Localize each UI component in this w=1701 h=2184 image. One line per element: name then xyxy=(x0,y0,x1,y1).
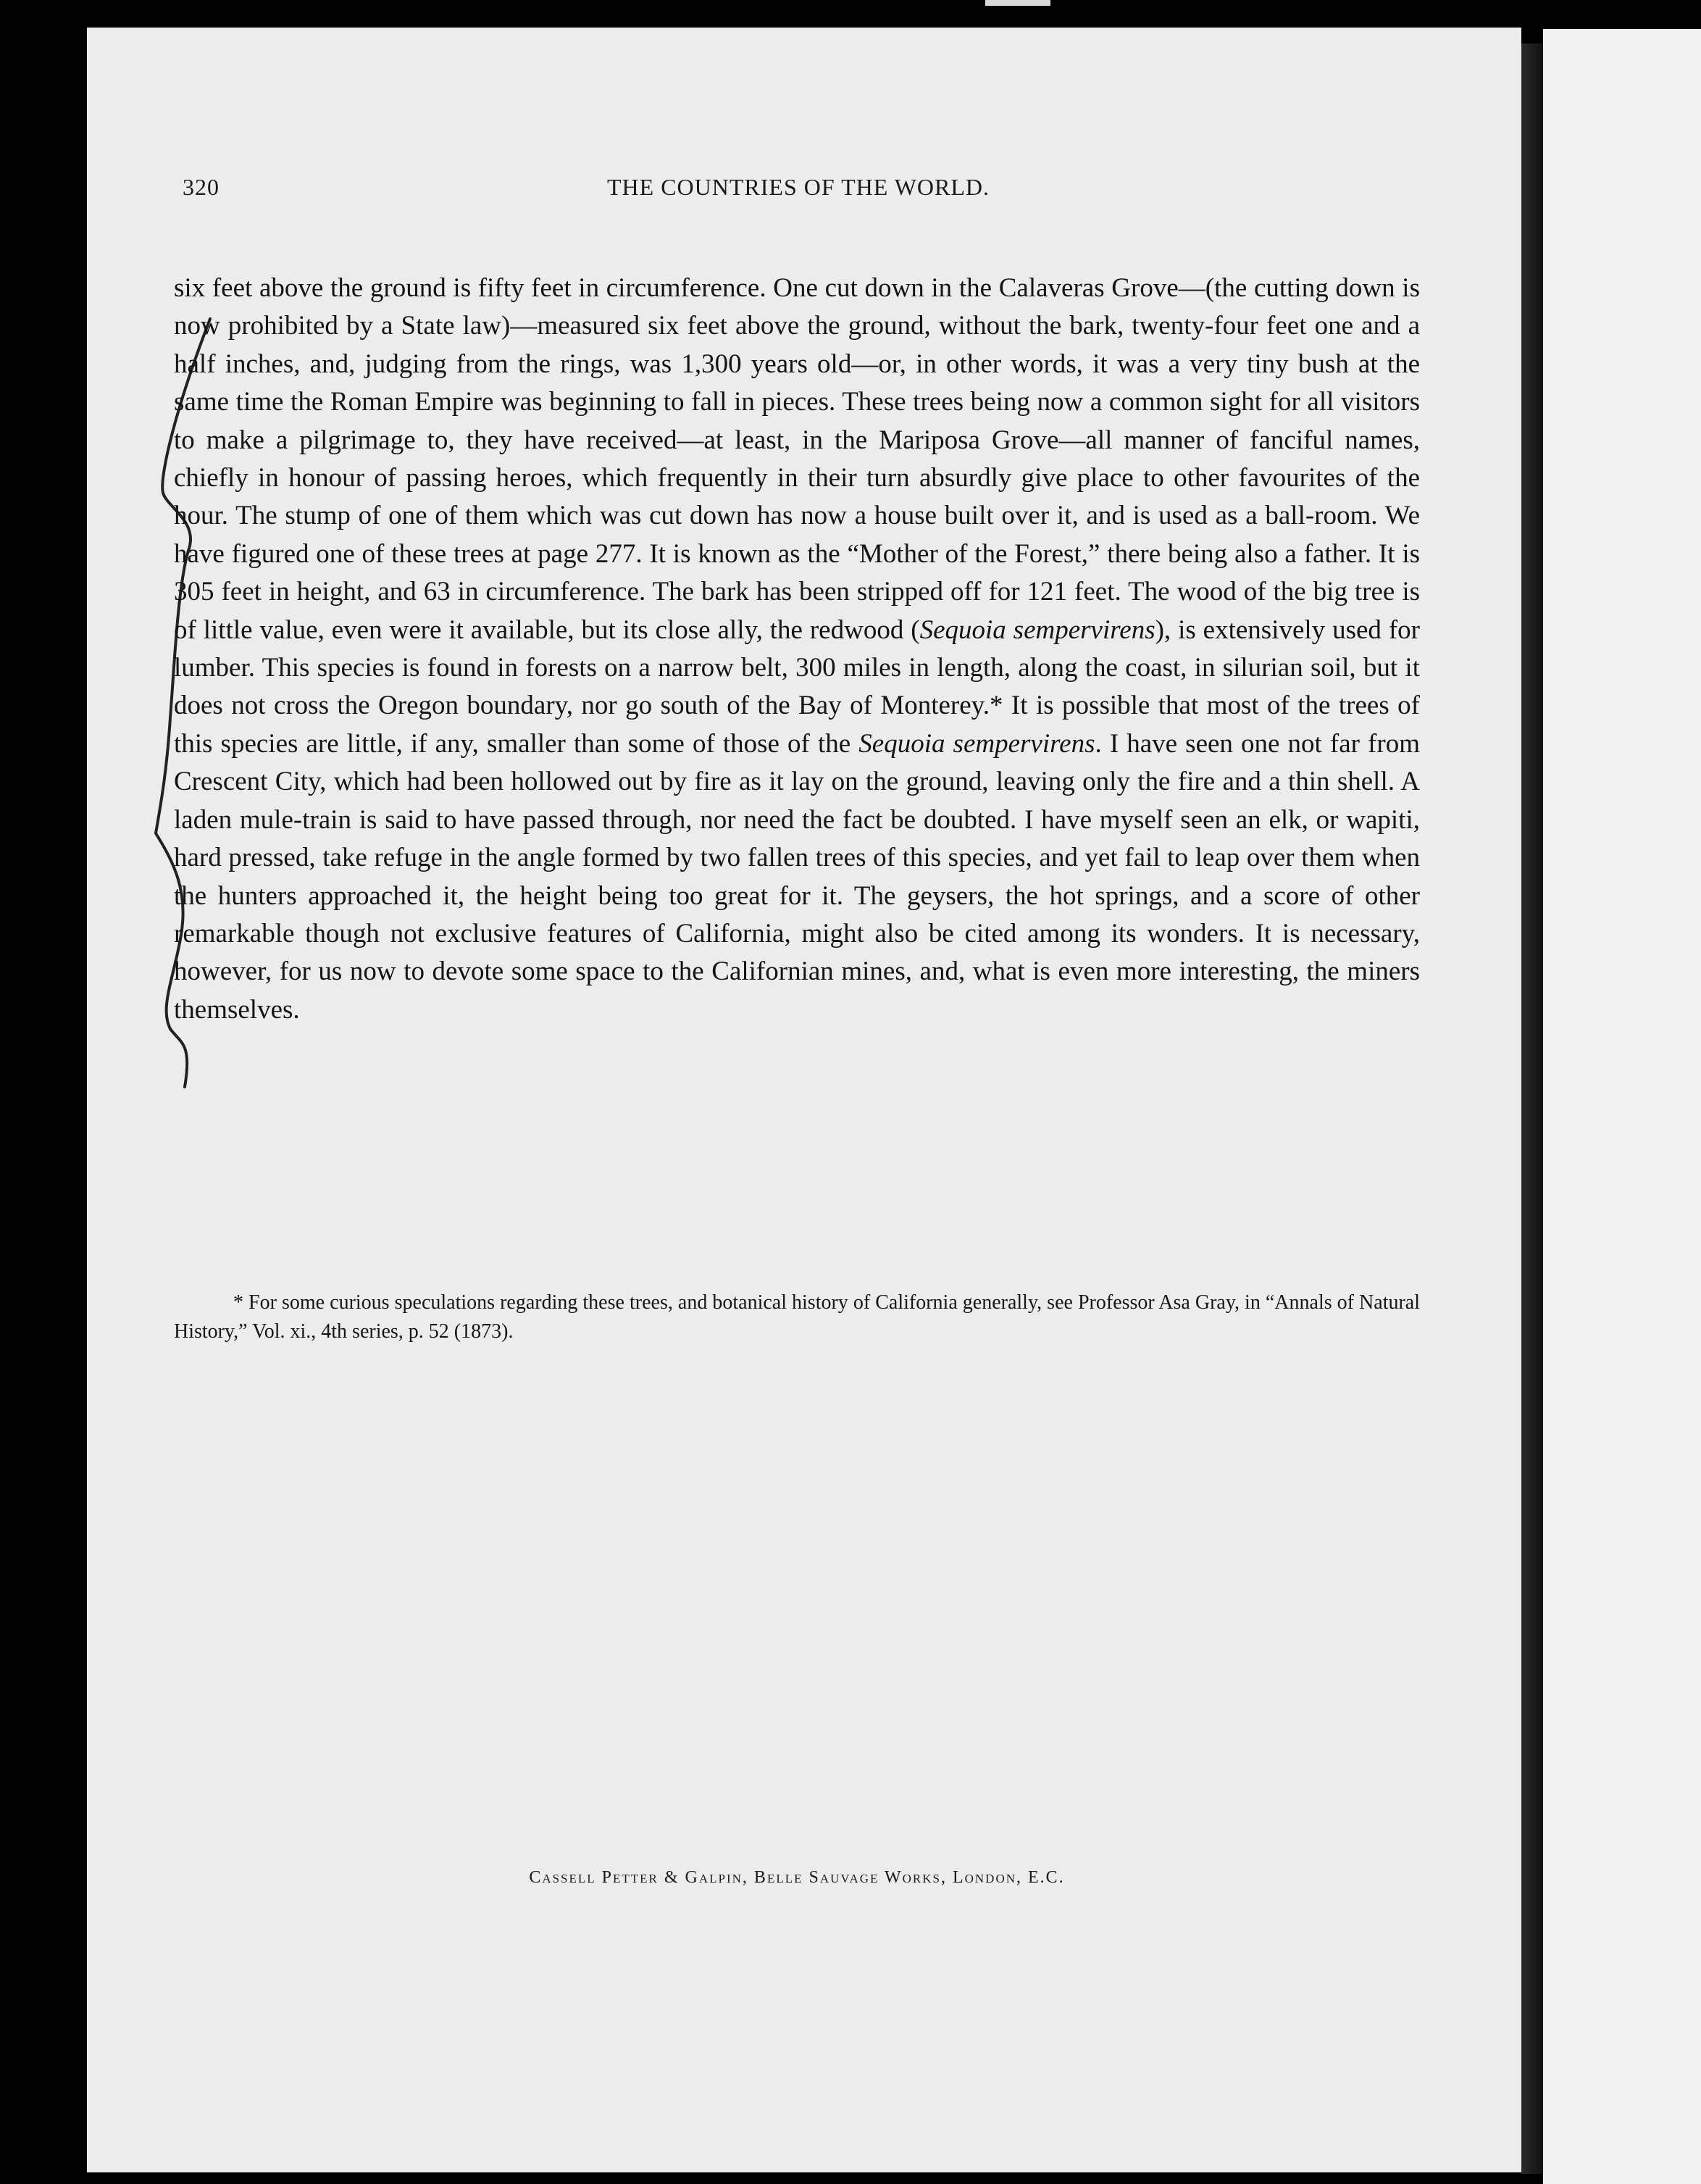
species-name-italic: Sequoia sempervirens xyxy=(858,728,1095,759)
species-name-italic: Sequoia sempervirens xyxy=(919,614,1155,645)
body-text-part2: ), is extensively used for lumber. This species is found in forests on a narrow belt, 300 miles in length, along the coast, in silurian soil, but it does not cross the Oregon boundary, nor go south of the Bay of Monterey.* It is possible that most of the trees of this species are little, if any, smaller than some of those of the xyxy=(174,614,1420,759)
page-number: 320 xyxy=(183,174,220,200)
adjacent-page-edge xyxy=(1543,29,1701,2184)
running-title: THE COUNTRIES OF THE WORLD. xyxy=(606,174,990,200)
body-text-part1: six feet above the ground is fifty feet in circumference. One cut down in the Calaveras Grove—(the cutting down is now prohibited by a State law)—measured six feet above the ground, without the bark, twenty-four feet one and a half inches, and, judging from the rings, was 1,300 years old—or, in other words, it was a very tiny bush at the same time the Roman Empire was beginning to fall in pieces. These trees being now a common sight for all visitors to make a pilgrimage to, they have received—at least, in the Mariposa Grove—all manner of fanciful names, chiefly in honour of passing heroes, which frequently in their turn absurdly give place to other favourites of the hour. The stump of one of them which was cut down has now a house built over it, and is used as a ball-room. We have figured one of these trees at page 277. It is known as the “Mother of the Forest,” there being also a father. It is 305 feet in height, and 63 in circumference. The bark has been stripped off for 121 feet. The wood of the big tree is of little value, even were it available, but its close ally, the redwood ( xyxy=(174,273,1420,645)
page-header xyxy=(183,174,1414,217)
footnote-text: * For some curious speculations regarding these trees, and botanical history of California generally, see Professor Asa Gray, in “Annals of Natural History,” Vol. xi., 4th series, p. 52 (1873). xyxy=(174,1291,1420,1343)
body-text-part3: . I have seen one not far from Crescent City, which had been hollowed out by fire as it lay on the ground, leaving only the fire and a thin shell. A laden mule-train is said to have passed through, nor need the fact be doubted. I have myself seen an elk, or wapiti, hard pressed, take refuge in the angle formed by two fallen trees of this species, and yet fail to leap over them when the hunters approached it, the height being too great for it. The geysers, the hot springs, and a score of other remarkable though not exclusive features of California, might also be cited among its wonders. It is necessary, however, for us now to devote some space to the Californian mines, and, what is even more interesting, the miners themselves. xyxy=(174,728,1420,1025)
scan-artifact xyxy=(985,0,1050,6)
page-binding-shadow xyxy=(1521,43,1543,2174)
body-paragraph xyxy=(174,270,1420,1029)
body-text xyxy=(174,270,1420,1029)
footnote xyxy=(174,1288,1420,1346)
printer-imprint: Cassell Petter & Galpin, Belle Sauvage Works, London, E.C. xyxy=(529,1868,1065,1887)
